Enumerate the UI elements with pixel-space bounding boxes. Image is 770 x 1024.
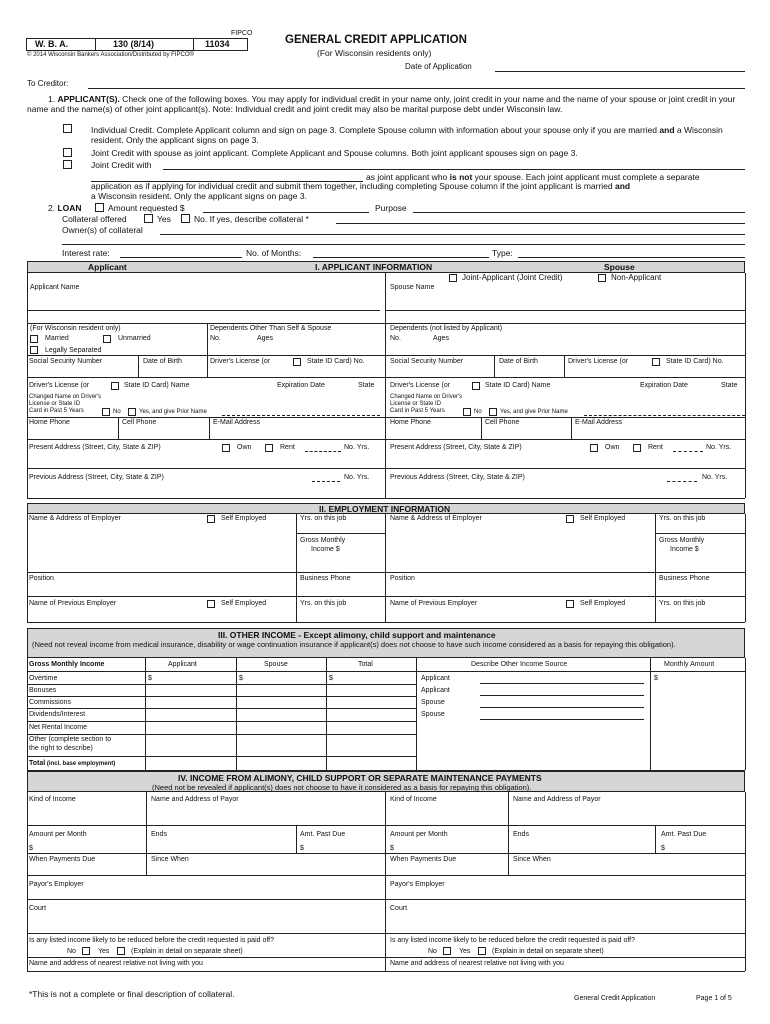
spouse-changed-name-line2: License or State ID [390,401,442,407]
spouse-rent-checkbox[interactable] [633,444,641,452]
joint-other-line2: as joint applicant who is not your spouse. Each joint applicant must complete a separate [366,172,700,182]
expiration-label: Expiration Date [277,382,325,389]
spouse-dl-number-checkbox[interactable] [652,358,660,366]
row-rental: Net Rental Income [29,724,87,731]
spouse-name-label: Spouse Name [390,284,435,291]
source-field-2[interactable] [480,695,644,696]
spouse-dl-number-label: Driver's License (or [568,358,629,365]
spouse-reduced-yes-label: Yes [459,948,471,955]
individual-credit-text: Individual Credit. Complete Applicant column and sign on page 3. Complete Spouse column with information about your spouse only if you are married and a Wisconsin resident. Only the applicant signs on page 3. [91,125,723,145]
changed-name-no-checkbox[interactable] [102,408,110,416]
reduced-explain: (Explain in detail on separate sheet) [131,948,243,955]
spouse-reduced-explain: (Explain in detail on separate sheet) [492,948,604,955]
col-spouse: Spouse [264,661,288,668]
payor-address-label: Name and Address of Payor [151,796,239,803]
applicants-paragraph: 1. APPLICANT(S). Check one of the following boxes. You may apply for individual credit in your name only, joint credit in your name and the name of your spouse or joint credit in your name and the name(s) of other joint applicant(s). Note: Individual credit and joint credit may also be marital purpose debt under Wisconsin law. [27,94,736,114]
present-address-label: Present Address (Street, City, State & ZIP) [29,444,161,451]
spouse-gross-monthly-label: Gross Monthly [659,537,705,544]
amount-requested-field[interactable] [203,212,369,213]
unmarried-checkbox[interactable] [103,335,111,343]
spouse-previous-years-label: No. Yrs. [702,474,728,481]
past-due-dollar: $ [300,845,304,852]
prev-self-employed-checkbox[interactable] [207,600,215,608]
prev-yrs-job-label: Yrs. on this job [300,600,347,607]
spouse-present-address-label: Present Address (Street, City, State & ZIP) [390,444,522,451]
interest-rate-field[interactable] [120,257,242,258]
owners-field-2[interactable] [62,244,745,245]
spouse-when-due-label: When Payments Due [390,856,457,863]
email-label: E-Mail Address [213,419,261,426]
present-years-field[interactable] [305,451,341,452]
spouse-reduced-question: Is any listed income likely to be reduced before the credit requested is paid off? [390,937,636,944]
months-label: No. of Months: [246,248,302,258]
spouse-home-phone-label: Home Phone [390,419,431,426]
married-checkbox[interactable] [30,335,38,343]
dl-name-label-b: State ID Card) Name [124,382,190,389]
spouse-present-years-field[interactable] [673,451,703,452]
spouse-relative-label: Name and address of nearest relative not living with you [390,960,564,967]
ends-label: Ends [151,831,167,838]
spouse-expiration-label: Expiration Date [640,382,688,389]
form-id-box [26,38,248,51]
joint-other-checkbox[interactable] [63,160,72,169]
spouse-gross-income-label: Income $ [670,546,699,553]
previous-years-field[interactable] [312,481,340,482]
joint-applicant-checkbox[interactable] [449,274,457,282]
married-label: Married [45,335,69,342]
spouse-prev-self-employed-label: Self Employed [580,600,626,607]
form-title: GENERAL CREDIT APPLICATION [285,34,467,46]
joint-other-label: Joint Credit with [91,160,152,170]
wba-label: W. B. A. [35,39,69,49]
past-due-label: Amt. Past Due [300,831,346,838]
spouse-state-label: State [721,382,738,389]
months-field[interactable] [313,257,489,258]
dl-name-label-a: Driver's License (or [29,382,90,389]
section3-note: (Need not reveal income from medical insurance, disability or wage continuation insurance if applicant(s) does not choose to have such income considered as a basis for repaying this obligation). [32,640,676,649]
spouse-self-employed-label: Self Employed [580,515,626,522]
source-applicant-2: Applicant [421,687,450,694]
to-creditor-field[interactable] [88,88,745,89]
spouse-rent-label: Rent [648,444,663,451]
amount-dollar: $ [29,845,33,852]
owners-label: Owner(s) of collateral [62,225,143,235]
spouse-since-when-label: Since When [513,856,551,863]
changed-name-yes-checkbox[interactable] [128,408,136,416]
spouse-prev-employer-label: Name of Previous Employer [390,600,478,607]
date-of-application-field[interactable] [495,71,745,72]
gross-income-label: Income $ [311,546,340,553]
spouse-yrs-job-label: Yrs. on this job [659,515,706,522]
when-due-label: When Payments Due [29,856,96,863]
spouse-reduced-yes-checkbox[interactable] [478,947,486,955]
applicant-column-head: Applicant [88,262,127,272]
separated-label: Legally Separated [45,347,102,354]
position-label: Position [29,575,54,582]
relative-label: Name and address of nearest relative not living with you [29,960,203,967]
dollar-total: $ [329,675,333,682]
yrs-job-label: Yrs. on this job [300,515,347,522]
dl-number-checkbox[interactable] [293,358,301,366]
spouse-prev-yrs-job-label: Yrs. on this job [659,600,706,607]
row-total: Total (incl. base employment) [29,760,116,767]
col-applicant: Applicant [168,661,197,668]
dependents-ages-label: Ages [257,335,273,342]
spouse-reduced-no-label: No [428,948,437,955]
spouse-cell-phone-label: Cell Phone [485,419,520,426]
present-years-label: No. Yrs. [344,444,370,451]
spouse-amount-dollar: $ [390,845,394,852]
spouse-own-checkbox[interactable] [590,444,598,452]
collateral-yes-checkbox[interactable] [144,214,153,223]
joint-other-field[interactable] [163,169,745,170]
non-applicant-checkbox[interactable] [598,274,606,282]
spouse-changed-name-no-label: No [474,409,482,415]
col-describe: Describe Other Income Source [471,661,568,668]
collateral-yes-label: Yes [157,214,171,224]
spouse-previous-address-label: Previous Address (Street, City, State & ZIP) [390,474,525,481]
section4-title: IV. INCOME FROM ALIMONY, CHILD SUPPORT OR SEPARATE MAINTENANCE PAYMENTS [178,773,542,783]
spouse-dl-name-checkbox[interactable] [472,382,480,390]
reduced-yes-checkbox[interactable] [117,947,125,955]
spouse-position-label: Position [390,575,415,582]
col-monthly-amount: Monthly Amount [664,661,715,668]
collateral-no-checkbox[interactable] [181,214,190,223]
type-label: Type: [492,248,513,258]
spouse-past-due-dollar: $ [661,845,665,852]
prior-name-field[interactable] [222,415,380,416]
loan-label: 2. LOAN [48,203,82,213]
spouse-changed-name-line1: Changed Name on Driver's [390,394,463,400]
row-bonuses: Bonuses [29,687,57,694]
spouse-own-label: Own [605,444,620,451]
non-applicant-label: Non-Applicant [611,273,662,282]
dollar-applicant: $ [148,675,152,682]
section4-note: (Need not be revealed if applicant(s) does not choose to have it considered as a basis for repaying this obligation). [152,783,532,792]
dl-number-label: Driver's License (or [210,358,271,365]
type-field[interactable] [518,257,745,258]
spouse-present-years-label: No. Yrs. [706,444,732,451]
kind-income-label: Kind of Income [29,796,76,803]
spouse-employer-label: Name & Address of Employer [390,515,482,522]
amount-month-label: Amount per Month [29,831,87,838]
spouse-dob-label: Date of Birth [499,358,538,365]
since-when-label: Since When [151,856,189,863]
spouse-business-phone-label: Business Phone [659,575,710,582]
self-employed-checkbox[interactable] [207,515,215,523]
changed-name-line3: Card in Past 5 Years [29,408,84,414]
spouse-kind-income-label: Kind of Income [390,796,437,803]
dollar-monthly: $ [654,675,658,682]
dob-label: Date of Birth [143,358,182,365]
own-label: Own [237,444,252,451]
source-spouse-2: Spouse [421,711,445,718]
state-id-number-label: State ID Card) No. [307,358,365,365]
gross-monthly-label: Gross Monthly [300,537,346,544]
source-field-4[interactable] [480,719,644,720]
source-field-1[interactable] [480,683,644,684]
form-number: 130 (8/14) [113,39,155,49]
spouse-prior-name-field[interactable] [584,415,745,416]
reduced-no-label: No [67,948,76,955]
self-employed-label: Self Employed [221,515,267,522]
changed-name-line2: License or State ID [29,401,81,407]
date-of-application-label: Date of Application [405,62,472,71]
individual-credit-checkbox[interactable] [63,124,72,133]
own-checkbox[interactable] [222,444,230,452]
spouse-dl-name-label-a: Driver's License (or [390,382,451,389]
section2-title: II. EMPLOYMENT INFORMATION [319,504,451,514]
other-income-header [27,628,745,658]
fipco-label: FIPCO [231,30,253,37]
spouse-dependents-no-label: No. [390,335,401,342]
row-overtime: Overtime [29,675,58,682]
spouse-changed-name-line3: Card in Past 5 Years [390,408,445,414]
row-other-1: Other (complete section to [29,736,112,743]
employer-label: Name & Address of Employer [29,515,121,522]
row-other-2: the right to describe) [29,745,93,752]
spouse-ends-label: Ends [513,831,529,838]
to-creditor-label: To Creditor: [27,79,69,88]
applicant-name-label: Applicant Name [30,284,80,291]
collateral-label: Collateral offered [62,214,127,224]
court-label: Court [29,905,47,912]
dl-name-checkbox[interactable] [111,382,119,390]
employment-header [27,503,745,514]
spouse-payor-address-label: Name and Address of Payor [513,796,601,803]
previous-address-label: Previous Address (Street, City, State & ZIP) [29,474,164,481]
changed-name-no-label: No [113,409,121,415]
section3-title: III. OTHER INCOME - Except alimony, child support and maintenance [218,630,496,640]
wi-resident-label: (For Wisconsin resident only) [30,325,121,332]
collateral-describe-field[interactable] [336,223,745,224]
payor-employer-label: Payor's Employer [29,881,84,888]
dollar-spouse: $ [239,675,243,682]
purpose-label: Purpose [375,203,407,213]
prev-self-employed-label: Self Employed [221,600,267,607]
joint-other-line3: application as if applying for individual credit and submit them together, including completing Spouse column if the joint applicant is married and [91,181,631,191]
spouse-changed-name-yes-checkbox[interactable] [489,408,497,416]
previous-years-label: No. Yrs. [344,474,370,481]
section1-title: I. APPLICANT INFORMATION [315,262,433,272]
collateral-note: *This is not a complete or final description of collateral. [29,989,235,999]
loan-checkbox[interactable] [95,203,104,212]
joint-spouse-checkbox[interactable] [63,148,72,157]
source-field-3[interactable] [480,707,644,708]
copyright-text: © 2014 Wisconsin Bankers Association/Distributed by FIPCO® [27,52,194,58]
footer-form-name: General Credit Application [574,995,656,1002]
spouse-previous-years-field[interactable] [667,481,697,482]
form-code: 11034 [205,39,230,49]
reduced-no-checkbox[interactable] [82,947,90,955]
spouse-column-head: Spouse [604,262,635,272]
separated-checkbox[interactable] [30,346,38,354]
interest-rate-label: Interest rate: [62,248,110,258]
amount-requested-label: Amount requested $ [108,203,185,213]
owners-field[interactable] [160,234,745,235]
source-spouse-1: Spouse [421,699,445,706]
spouse-self-employed-checkbox[interactable] [566,515,574,523]
row-dividends: Dividends/Interest [29,711,86,718]
spouse-dl-name-label-b: State ID Card) Name [485,382,551,389]
spouse-changed-name-yes-label: Yes, and give Prior Name [500,409,568,415]
spouse-state-id-number-label: State ID Card) No. [666,358,724,365]
col-total: Total [358,661,373,668]
spouse-dependents-ages-label: Ages [433,335,449,342]
prev-employer-label: Name of Previous Employer [29,600,117,607]
cell-phone-label: Cell Phone [122,419,157,426]
changed-name-line1: Changed Name on Driver's [29,394,102,400]
applicant-info-header [27,261,745,273]
rent-label: Rent [280,444,295,451]
spouse-reduced-no-checkbox[interactable] [443,947,451,955]
business-phone-label: Business Phone [300,575,351,582]
joint-spouse-text: Joint Credit with spouse as joint applicant. Complete Applicant and Spouse columns. Both joint applicant spouses sign on page 3. [91,148,578,158]
alimony-header [27,771,745,792]
home-phone-label: Home Phone [29,419,70,426]
spouse-prev-self-employed-checkbox[interactable] [566,600,574,608]
spouse-email-label: E-Mail Address [575,419,623,426]
spouse-past-due-label: Amt. Past Due [661,831,707,838]
collateral-describe-label: No. If yes, describe collateral * [194,214,309,224]
footer-page-number: Page 1 of 5 [696,995,732,1002]
spouse-ssn-label: Social Security Number [390,358,464,365]
rent-checkbox[interactable] [265,444,273,452]
joint-other-line4: a Wisconsin resident. Only the applicant signs on page 3. [91,191,307,201]
dependents-no-label: No. [210,335,221,342]
reduced-yes-label: Yes [98,948,110,955]
ssn-label: Social Security Number [29,358,103,365]
state-label: State [358,382,375,389]
row-commissions: Commissions [29,699,72,706]
source-applicant-1: Applicant [421,675,450,682]
form-subtitle: (For Wisconsin residents only) [317,48,432,58]
spouse-amount-month-label: Amount per Month [390,831,448,838]
col-gross-monthly: Gross Monthly Income [29,661,105,668]
spouse-payor-employer-label: Payor's Employer [390,881,445,888]
changed-name-yes-label: Yes, and give Prior Name [139,409,207,415]
spouse-dependents-label: Dependents (not listed by Applicant) [390,325,503,332]
joint-applicant-label: Joint-Applicant (Joint Credit) [462,273,563,282]
spouse-changed-name-no-checkbox[interactable] [463,408,471,416]
dependents-label: Dependents Other Than Self & Spouse [210,325,332,332]
spouse-court-label: Court [390,905,408,912]
unmarried-label: Unmarried [118,335,151,342]
reduced-question: Is any listed income likely to be reduced before the credit requested is paid off? [29,937,275,944]
purpose-field[interactable] [413,212,745,213]
